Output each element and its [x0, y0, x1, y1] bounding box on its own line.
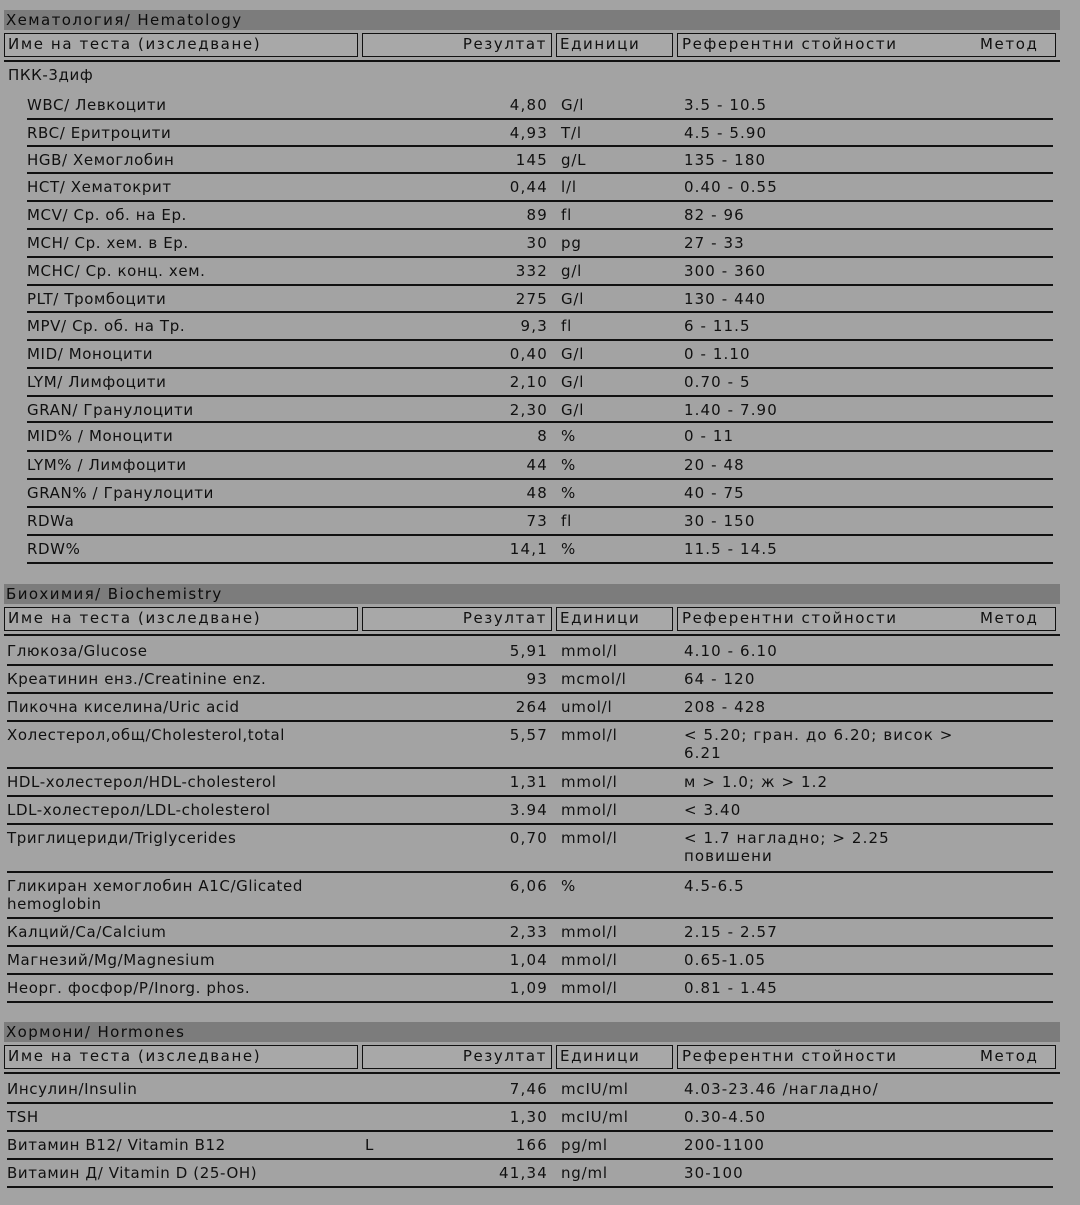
table-row [0, 918, 1080, 946]
test-name: HCT/ Хематокрит [27, 178, 172, 196]
test-name: Витамин B12/ Vitamin B12 [7, 1136, 226, 1154]
result-value: 1,30 [509, 1108, 548, 1126]
reference-range: 0.40 - 0.55 [684, 178, 778, 196]
result-unit: G/l [561, 290, 585, 308]
result-unit: mmol/l [561, 829, 618, 847]
reference-range: 11.5 - 14.5 [684, 540, 778, 558]
header-reference [677, 33, 1056, 57]
result-value: 14,1 [509, 540, 548, 558]
header-label: Име на теста (изследване) [8, 609, 262, 627]
header-label: Резултат [462, 1047, 547, 1065]
header-method: Метод [980, 609, 1039, 627]
result-value: 8 [537, 427, 548, 445]
reference-range: 40 - 75 [684, 484, 745, 502]
table-row [0, 173, 1080, 201]
reference-range: 130 - 440 [684, 290, 767, 308]
reference-range: 1.40 - 7.90 [684, 401, 778, 419]
section-title: Хормони/ Hormones [4, 1022, 1060, 1042]
test-name: MPV/ Ср. об. на Тр. [27, 317, 186, 335]
result-value: 264 [515, 698, 548, 716]
test-name: Холестерол,общ/Cholesterol,total [7, 726, 286, 744]
reference-range: 200-1100 [684, 1136, 766, 1154]
header-label: Референтни стойности [682, 609, 898, 627]
result-value: 93 [526, 670, 548, 688]
test-name: LYM% / Лимфоцити [27, 456, 187, 474]
table-row [0, 451, 1080, 479]
result-value: 48 [526, 484, 548, 502]
header-name [4, 33, 358, 57]
test-name: PLT/ Тромбоцити [27, 290, 167, 308]
header-units [556, 607, 673, 631]
table-row [0, 1159, 1080, 1187]
table-row [0, 229, 1080, 257]
result-unit: G/l [561, 96, 585, 114]
table-row [0, 535, 1080, 563]
result-value: 275 [515, 290, 548, 308]
result-unit: mcmol/l [561, 670, 627, 688]
table-row [0, 1131, 1080, 1159]
result-unit: l/l [561, 178, 577, 196]
table-row [0, 201, 1080, 229]
reference-range: 2.15 - 2.57 [684, 923, 778, 941]
result-unit: fl [561, 512, 573, 530]
test-name: LYM/ Лимфоцити [27, 373, 167, 391]
test-name: Витамин Д/ Vitamin D (25-OH) [7, 1164, 258, 1182]
row-divider [7, 1001, 1053, 1003]
section-title: Биохимия/ Biochemistry [4, 584, 1060, 604]
table-row [0, 285, 1080, 312]
reference-range: 0 - 1.10 [684, 345, 751, 363]
header-result [362, 607, 552, 631]
table-row [0, 422, 1080, 451]
reference-range: 30-100 [684, 1164, 744, 1182]
result-unit: ng/ml [561, 1164, 608, 1182]
result-value: 89 [526, 206, 548, 224]
result-unit: T/l [561, 124, 582, 142]
table-row [0, 946, 1080, 974]
result-value: 145 [515, 151, 548, 169]
table-row [0, 312, 1080, 340]
reference-range: 4.5 - 5.90 [684, 124, 768, 142]
result-value: 3.94 [509, 801, 548, 819]
table-row [0, 340, 1080, 368]
result-value: 41,34 [499, 1164, 548, 1182]
header-units [556, 1045, 673, 1069]
result-unit: fl [561, 206, 573, 224]
reference-range: < 3.40 [684, 801, 742, 819]
result-unit: fl [561, 317, 573, 335]
test-name: HGB/ Хемоглобин [27, 151, 175, 169]
table-row [0, 1103, 1080, 1131]
table-row [0, 637, 1080, 665]
test-name: Креатинин енз./Creatinine enz. [7, 670, 267, 688]
header-method: Метод [980, 35, 1039, 53]
result-unit: g/L [561, 151, 587, 169]
reference-range: 3.5 - 10.5 [684, 96, 768, 114]
reference-range: 82 - 96 [684, 206, 745, 224]
reference-range: 64 - 120 [684, 670, 756, 688]
test-name: LDL-холестерол/LDL-cholesterol [7, 801, 271, 819]
test-name: Инсулин/Insulin [7, 1080, 138, 1098]
result-unit: % [561, 540, 577, 558]
reference-range: 0.65-1.05 [684, 951, 767, 969]
test-name: Гликиран хемоглобин A1C/Glicated hemoglobin [7, 877, 303, 913]
test-name: MCV/ Ср. об. на Ер. [27, 206, 187, 224]
result-unit: mmol/l [561, 726, 618, 744]
reference-range: 208 - 428 [684, 698, 767, 716]
result-unit: G/l [561, 401, 585, 419]
result-unit: G/l [561, 373, 585, 391]
result-value: 0,44 [509, 178, 548, 196]
result-value: 6,06 [509, 877, 548, 895]
header-label: Име на теста (изследване) [8, 1047, 262, 1065]
table-row [0, 119, 1080, 146]
test-name: MCHC/ Ср. конц. хем. [27, 262, 206, 280]
test-name: Магнезий/Mg/Magnesium [7, 951, 216, 969]
result-unit: mmol/l [561, 773, 618, 791]
header-reference [677, 607, 1056, 631]
test-name: WBC/ Левкоцити [27, 96, 167, 114]
test-name: Глюкоза/Glucose [7, 642, 148, 660]
result-value: 332 [515, 262, 548, 280]
table-row [0, 796, 1080, 824]
result-value: 1,09 [509, 979, 548, 997]
header-label: Референтни стойности [682, 1047, 898, 1065]
result-value: 5,57 [509, 726, 548, 744]
reference-range: 0.70 - 5 [684, 373, 751, 391]
header-reference [677, 1045, 1056, 1069]
result-unit: mmol/l [561, 923, 618, 941]
header-label: Резултат [462, 35, 547, 53]
test-name: RBC/ Еритроцити [27, 124, 172, 142]
reference-range: 4.5-6.5 [684, 877, 745, 895]
test-name: Триглицериди/Triglycerides [7, 829, 237, 847]
result-value: 2,30 [509, 401, 548, 419]
table-row [0, 665, 1080, 693]
header-label: Единици [560, 609, 641, 627]
table-row [0, 824, 1080, 872]
result-value: 166 [515, 1136, 548, 1154]
header-underline [4, 1072, 1060, 1074]
result-value: 44 [526, 456, 548, 474]
header-label: Единици [560, 35, 641, 53]
test-name: MID/ Моноцити [27, 345, 154, 363]
test-name: GRAN/ Гранулоцити [27, 401, 194, 419]
result-unit: G/l [561, 345, 585, 363]
result-value: 2,10 [509, 373, 548, 391]
test-name: GRAN% / Гранулоцити [27, 484, 214, 502]
result-value: 9,3 [520, 317, 548, 335]
test-name: RDW% [27, 540, 81, 558]
table-row [0, 872, 1080, 918]
result-unit: mmol/l [561, 801, 618, 819]
reference-range: 20 - 48 [684, 456, 745, 474]
result-value: 7,46 [509, 1080, 548, 1098]
reference-range: 27 - 33 [684, 234, 745, 252]
reference-range: 0.30-4.50 [684, 1108, 767, 1126]
result-value: 1,04 [509, 951, 548, 969]
reference-range: 0 - 11 [684, 427, 735, 445]
reference-range: 6 - 11.5 [684, 317, 751, 335]
result-unit: mcIU/ml [561, 1080, 629, 1098]
row-divider [7, 1186, 1053, 1188]
header-name [4, 1045, 358, 1069]
reference-range: 300 - 360 [684, 262, 767, 280]
header-result [362, 1045, 552, 1069]
result-flag: L [365, 1136, 374, 1154]
table-row [0, 146, 1080, 173]
result-value: 0,40 [509, 345, 548, 363]
result-value: 5,91 [509, 642, 548, 660]
test-name: RDWa [27, 512, 75, 530]
result-value: 2,33 [509, 923, 548, 941]
header-method: Метод [980, 1047, 1039, 1065]
table-row [0, 721, 1080, 768]
reference-range: < 5.20; гран. до 6.20; висок > 6.21 [684, 726, 954, 762]
result-value: 4,93 [509, 124, 548, 142]
header-label: Име на теста (изследване) [8, 35, 262, 53]
result-value: 1,31 [509, 773, 548, 791]
header-label: Единици [560, 1047, 641, 1065]
table-row [0, 91, 1080, 119]
result-value: 0,70 [509, 829, 548, 847]
result-unit: mcIU/ml [561, 1108, 629, 1126]
result-value: 4,80 [509, 96, 548, 114]
reference-range: < 1.7 нагладно; > 2.25 повишени [684, 829, 890, 865]
result-unit: % [561, 456, 577, 474]
table-row [0, 368, 1080, 396]
result-unit: mmol/l [561, 951, 618, 969]
result-unit: mmol/l [561, 642, 618, 660]
section-title: Хематология/ Hematology [4, 10, 1060, 30]
result-unit: g/l [561, 262, 583, 280]
table-row [0, 693, 1080, 721]
reference-range: 4.03-23.46 /нагладно/ [684, 1080, 879, 1098]
header-label: Резултат [462, 609, 547, 627]
reference-range: 4.10 - 6.10 [684, 642, 778, 660]
table-row [0, 396, 1080, 422]
header-underline [4, 634, 1060, 636]
reference-range: 0.81 - 1.45 [684, 979, 778, 997]
group-title: ПКК-3диф [8, 66, 94, 84]
result-unit: pg/ml [561, 1136, 608, 1154]
test-name: MCH/ Ср. хем. в Ер. [27, 234, 189, 252]
table-row [0, 1075, 1080, 1103]
test-name: Пикочна киселина/Uric acid [7, 698, 240, 716]
result-unit: % [561, 427, 577, 445]
reference-range: 30 - 150 [684, 512, 756, 530]
result-value: 73 [526, 512, 548, 530]
table-row [0, 768, 1080, 796]
row-divider [27, 562, 1053, 564]
result-unit: umol/l [561, 698, 613, 716]
result-value: 30 [526, 234, 548, 252]
result-unit: % [561, 877, 577, 895]
table-row [0, 257, 1080, 285]
table-row [0, 479, 1080, 507]
table-row [0, 507, 1080, 535]
test-name: MID% / Моноцити [27, 427, 174, 445]
header-result [362, 33, 552, 57]
test-name: Калций/Ca/Calcium [7, 923, 167, 941]
reference-range: 135 - 180 [684, 151, 767, 169]
header-underline [4, 60, 1060, 62]
result-unit: pg [561, 234, 582, 252]
result-unit: mmol/l [561, 979, 618, 997]
test-name: TSH [7, 1108, 39, 1126]
header-units [556, 33, 673, 57]
header-name [4, 607, 358, 631]
table-row [0, 974, 1080, 1002]
test-name: Неорг. фосфор/P/Inorg. phos. [7, 979, 251, 997]
header-label: Референтни стойности [682, 35, 898, 53]
test-name: HDL-холестерол/HDL-cholesterol [7, 773, 277, 791]
reference-range: м > 1.0; ж > 1.2 [684, 773, 829, 791]
result-unit: % [561, 484, 577, 502]
